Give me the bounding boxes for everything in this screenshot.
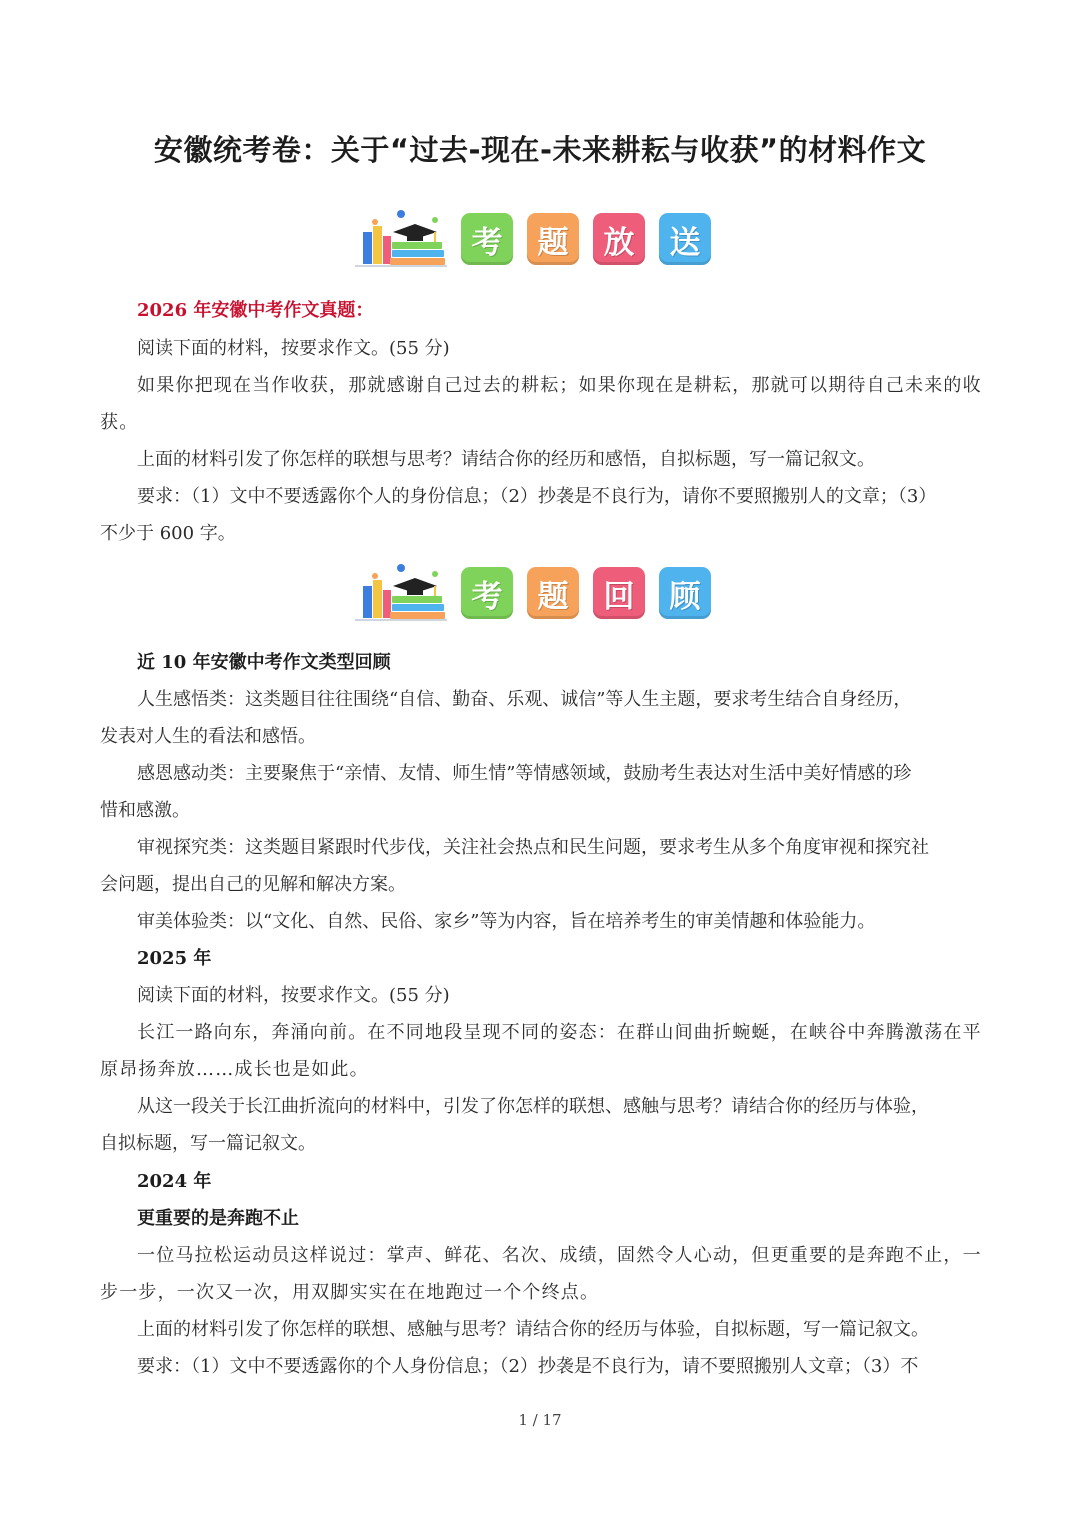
paragraph-line: 审视探究类：这类题目紧跟时代步伐，关注社会热点和民生问题，要求考生从多个角度审视和探究社: [137, 837, 929, 858]
section-heading-review: 近 10 年安徽中考作文类型回顾: [137, 652, 391, 673]
material-line: 如果你把现在当作收获，那就感谢自己过去的耕耘；如果你现在是耕耘，那就可以期待自己未来的收: [137, 375, 982, 396]
paragraph-line: 会问题，提出自己的见解和解决方案。: [100, 874, 406, 895]
page-title: 安徽统考卷：关于“过去-现在-未来耕耘与收获”的材料作文: [153, 133, 927, 167]
tile-4: 顾: [659, 567, 711, 619]
tile-3: 回: [593, 567, 645, 619]
books-graduation-cap-icon: [355, 208, 447, 270]
paragraph-line: 从这一段关于长江曲折流向的材料中，引发了你怎样的联想、感触与思考？请结合你的经历与体验，: [137, 1096, 929, 1117]
paragraph-line: 上面的材料引发了你怎样的联想与思考？请结合你的经历和感悟，自拟标题，写一篇记叙文。: [137, 449, 875, 470]
page-number: 1 / 17: [518, 1411, 562, 1429]
year-heading-2024: 2024 年: [137, 1171, 212, 1192]
paragraph-line: 自拟标题，写一篇记叙文。: [100, 1133, 316, 1154]
banner-exam-review: [355, 562, 725, 624]
tile-4: 送: [659, 213, 711, 265]
year-heading-2025: 2025 年: [137, 948, 212, 969]
material-line: 长江一路向东，奔涌向前。在不同地段呈现不同的姿态：在群山间曲折蜿蜒，在峡谷中奔腾激荡在平: [137, 1022, 982, 1043]
books-graduation-cap-icon: [355, 562, 447, 624]
material-line: 一位马拉松运动员这样说过：掌声、鲜花、名次、成绩，固然令人心动，但更重要的是奔跑不止，一: [137, 1245, 982, 1266]
essay-title-2024: 更重要的是奔跑不止: [137, 1208, 299, 1229]
requirements-line: 要求：（1）文中不要透露你个人的身份信息；（2）抄袭是不良行为，请你不要照搬别人的文章；（3）: [137, 486, 937, 507]
paragraph-line: 惜和感激。: [100, 800, 190, 821]
requirements-line: 不少于 600 字。: [100, 523, 236, 544]
paragraph-line: 上面的材料引发了你怎样的联想、感触与思考？请结合你的经历与体验，自拟标题，写一篇记叙文。: [137, 1319, 929, 1340]
banner-exam-delivery: [355, 208, 725, 270]
tile-1: 考: [461, 213, 513, 265]
section-heading-2026: 2026 年安徽中考作文真题：: [137, 300, 374, 321]
tile-3: 放: [593, 213, 645, 265]
tile-2: 题: [527, 213, 579, 265]
tile-2: 题: [527, 567, 579, 619]
paragraph-line: 发表对人生的看法和感悟。: [100, 726, 316, 747]
tile-1: 考: [461, 567, 513, 619]
paragraph-line: 阅读下面的材料，按要求作文。(55 分): [137, 338, 450, 359]
paragraph-line: 阅读下面的材料，按要求作文。(55 分): [137, 985, 450, 1006]
paragraph-line: 人生感悟类：这类题目往往围绕“自信、勤奋、乐观、诚信”等人生主题，要求考生结合自身经历，: [137, 689, 912, 710]
requirements-line: 要求：（1）文中不要透露你的个人身份信息；（2）抄袭是不良行为，请不要照搬别人文章；（3）不: [137, 1356, 919, 1377]
paragraph-line: 审美体验类：以“文化、自然、民俗、家乡”等为内容，旨在培养考生的审美情趣和体验能力。: [137, 911, 876, 932]
material-line: 原昂扬奔放……成长也是如此。: [100, 1059, 369, 1080]
material-line: 获。: [100, 412, 139, 433]
material-line: 步一步，一次又一次，用双脚实实在在地跑过一个个终点。: [100, 1282, 600, 1303]
paragraph-line: 感恩感动类：主要聚焦于“亲情、友情、师生情”等情感领域，鼓励考生表达对生活中美好情感的珍: [137, 763, 912, 784]
